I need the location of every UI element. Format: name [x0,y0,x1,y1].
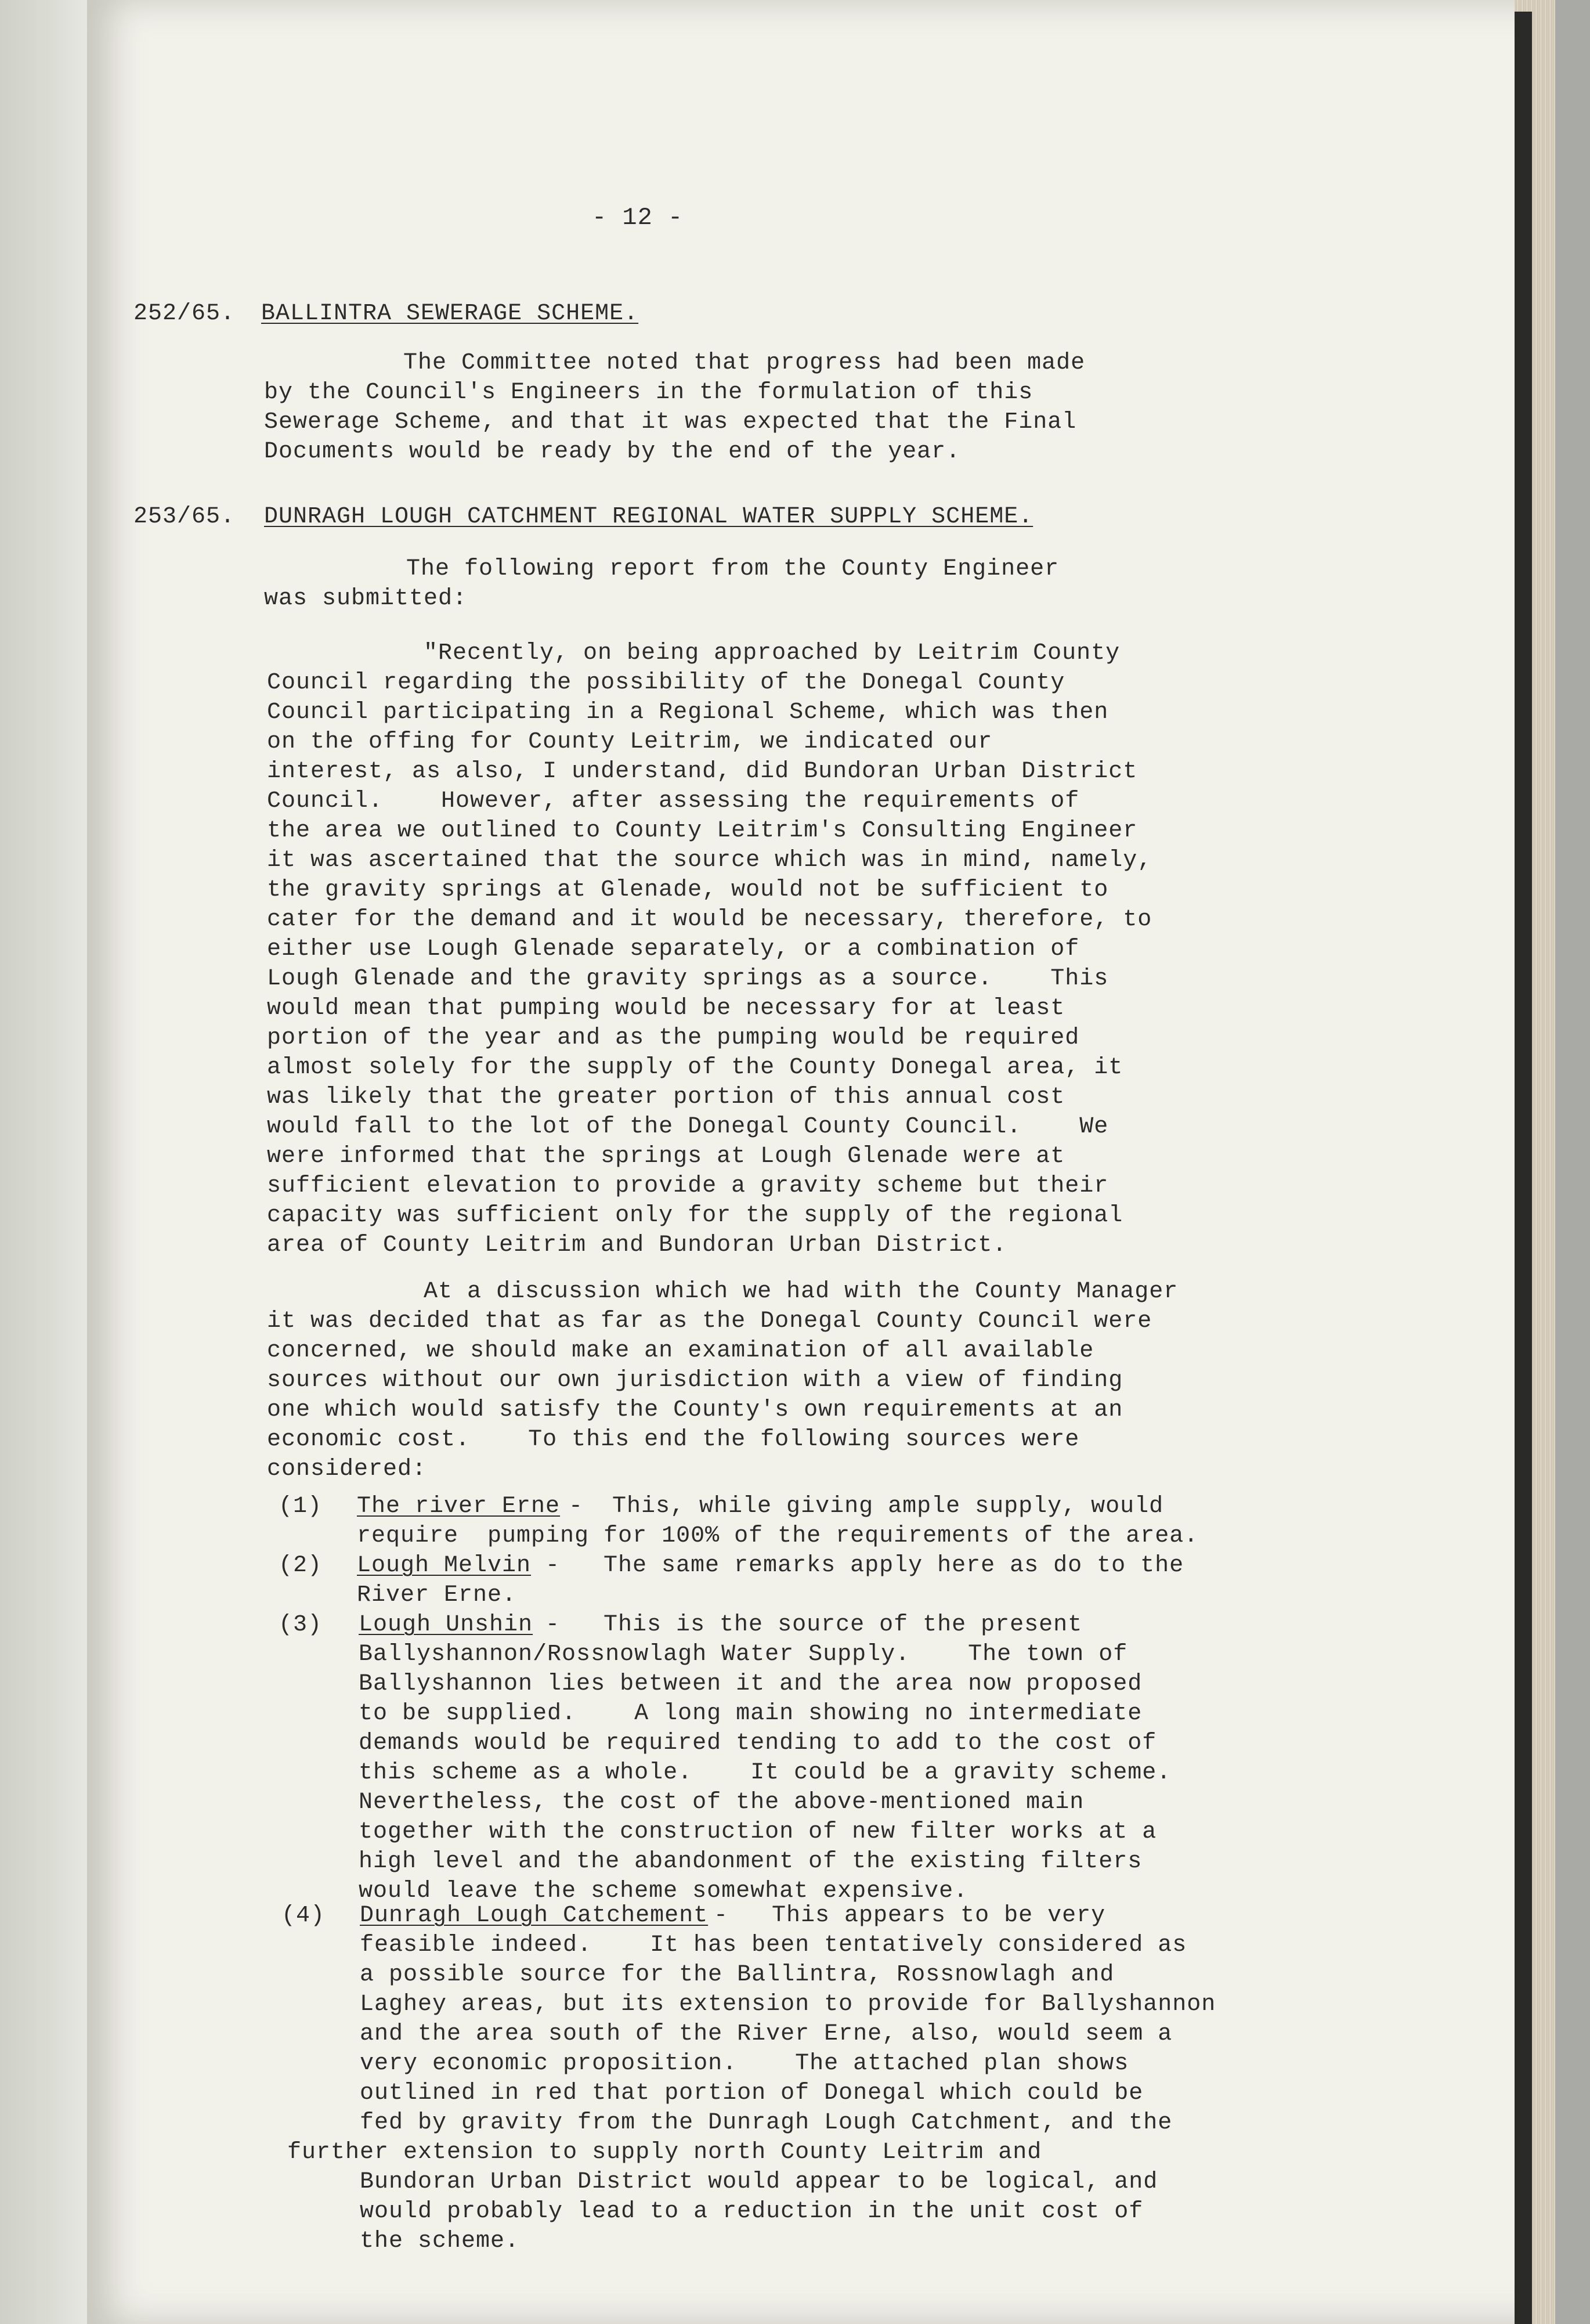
text-line: feasible indeed. It has been tentatively considered as [360,1932,1187,1958]
text-line: Documents would be ready by the end of the year. [264,439,961,465]
item-text: - The same remarks apply here as do to the [545,1553,1184,1579]
text-line-outdented: further extension to supply north County Leitrim and [287,2139,1042,2166]
text-line: considered: [267,1456,427,1482]
item-text: - This is the source of the present [545,1612,1083,1638]
text-line: and the area south of the River Erne, also, would seem a [360,2021,1173,2047]
text-line: Ballyshannon lies between it and the area now proposed [359,1671,1143,1697]
text-line: one which would satisfy the County's own requirements at an [267,1397,1123,1423]
minute-ref-253: 253/65. [133,504,236,530]
text-line: this scheme as a whole. It could be a gravity scheme. [359,1760,1172,1786]
text-line: concerned, we should make an examination of all available [267,1338,1094,1364]
text-line: River Erne. [357,1582,517,1608]
item-number: (2) [279,1553,323,1579]
item-number: (3) [279,1612,323,1638]
minute-ref-252: 252/65. [133,301,236,327]
item-title: The river Erne [357,1493,561,1520]
item-title: Lough Unshin [359,1612,533,1638]
text-line: The following report from the County Engineer [406,556,1060,582]
text-line: capacity was sufficient only for the supply of the regional [267,1203,1123,1229]
text-line: Lough Glenade and the gravity springs as a source. This [267,966,1109,992]
text-line: would probably lead to a reduction in the unit cost of [360,2199,1144,2225]
text-line: would mean that pumping would be necessary for at least [267,995,1065,1022]
text-line: it was ascertained that the source which was in mind, namely, [267,847,1152,874]
text-line: require pumping for 100% of the requirements of the area. [357,1523,1199,1549]
text-line: cater for the demand and it would be necessary, therefore, to [267,907,1152,933]
text-line: economic cost. To this end the following sources were [267,1427,1080,1453]
page-number: - 12 - [592,204,684,232]
section-heading-dunragh: DUNRAGH LOUGH CATCHMENT REGIONAL WATER SUPPLY SCHEME. [264,504,1034,530]
text-line: together with the construction of new filter works at a [359,1819,1157,1845]
text-line: were informed that the springs at Lough Glenade were at [267,1143,1065,1170]
text-line: by the Council's Engineers in the formulation of this [264,380,1034,406]
text-line: Bundoran Urban District would appear to be logical, and [360,2169,1158,2195]
text-line: area of County Leitrim and Bundoran Urban District. [267,1232,1007,1258]
text-line: Council participating in a Regional Scheme, which was then [267,699,1109,726]
document-page [87,0,1555,2324]
text-line: interest, as also, I understand, did Bundoran Urban District [267,759,1138,785]
text-line: the area we outlined to County Leitrim's Consulting Engineer [267,818,1138,844]
text-line: outlined in red that portion of Donegal which could be [360,2080,1144,2106]
text-line: sufficient elevation to provide a gravity scheme but their [267,1173,1109,1199]
text-line: was likely that the greater portion of this annual cost [267,1084,1065,1110]
item-text: - This appears to be very [714,1903,1106,1929]
text-line: would leave the scheme somewhat expensive. [359,1878,969,1904]
text-line: Nevertheless, the cost of the above-mentioned main [359,1789,1085,1816]
text-line: Council. However, after assessing the requirements of [267,788,1080,814]
item-number: (1) [279,1493,323,1520]
text-line: At a discussion which we had with the County Manager [424,1279,1179,1305]
text-line: a possible source for the Ballintra, Rossnowlagh and [360,1962,1115,1988]
item-title: Lough Melvin [357,1553,532,1579]
text-line: sources without our own jurisdiction with a view of finding [267,1367,1123,1394]
text-line: high level and the abandonment of the existing filters [359,1849,1143,1875]
item-text: - This, while giving ample supply, would [569,1493,1164,1520]
text-line: would fall to the lot of the Donegal County Council. We [267,1114,1109,1140]
binder-spine [1515,12,1532,2324]
text-line: fed by gravity from the Dunragh Lough Catchment, and the [360,2110,1173,2136]
text-line: very economic proposition. The attached plan shows [360,2051,1129,2077]
text-line: on the offing for County Leitrim, we indicated our [267,729,993,755]
facing-page-edge [0,0,93,2324]
text-line: Ballyshannon/Rossnowlagh Water Supply. The town of [359,1641,1128,1668]
text-line: to be supplied. A long main showing no intermediate [359,1701,1143,1727]
text-line: portion of the year and as the pumping would be required [267,1025,1080,1051]
text-line: "Recently, on being approached by Leitrim County [424,640,1121,666]
text-line: it was decided that as far as the Donegal County Council were [267,1308,1152,1334]
section-heading-ballintra: BALLINTRA SEWERAGE SCHEME. [261,301,639,327]
text-line: The Committee noted that progress had been made [403,350,1086,376]
text-line: demands would be required tending to add to the cost of [359,1730,1157,1756]
text-line: Laghey areas, but its extension to provide for Ballyshannon [360,1991,1216,2018]
text-line: Council regarding the possibility of the Donegal County [267,670,1065,696]
text-line: almost solely for the supply of the County Donegal area, it [267,1055,1123,1081]
text-line: the scheme. [360,2228,520,2254]
item-number: (4) [281,1903,326,1929]
item-title: Dunragh Lough Catchement [360,1903,709,1929]
text-line: Sewerage Scheme, and that it was expected that the Final [264,409,1077,435]
text-line: was submitted: [264,586,468,612]
text-line: the gravity springs at Glenade, would not be sufficient to [267,877,1109,903]
text-line: either use Lough Glenade separately, or a combination of [267,936,1080,962]
